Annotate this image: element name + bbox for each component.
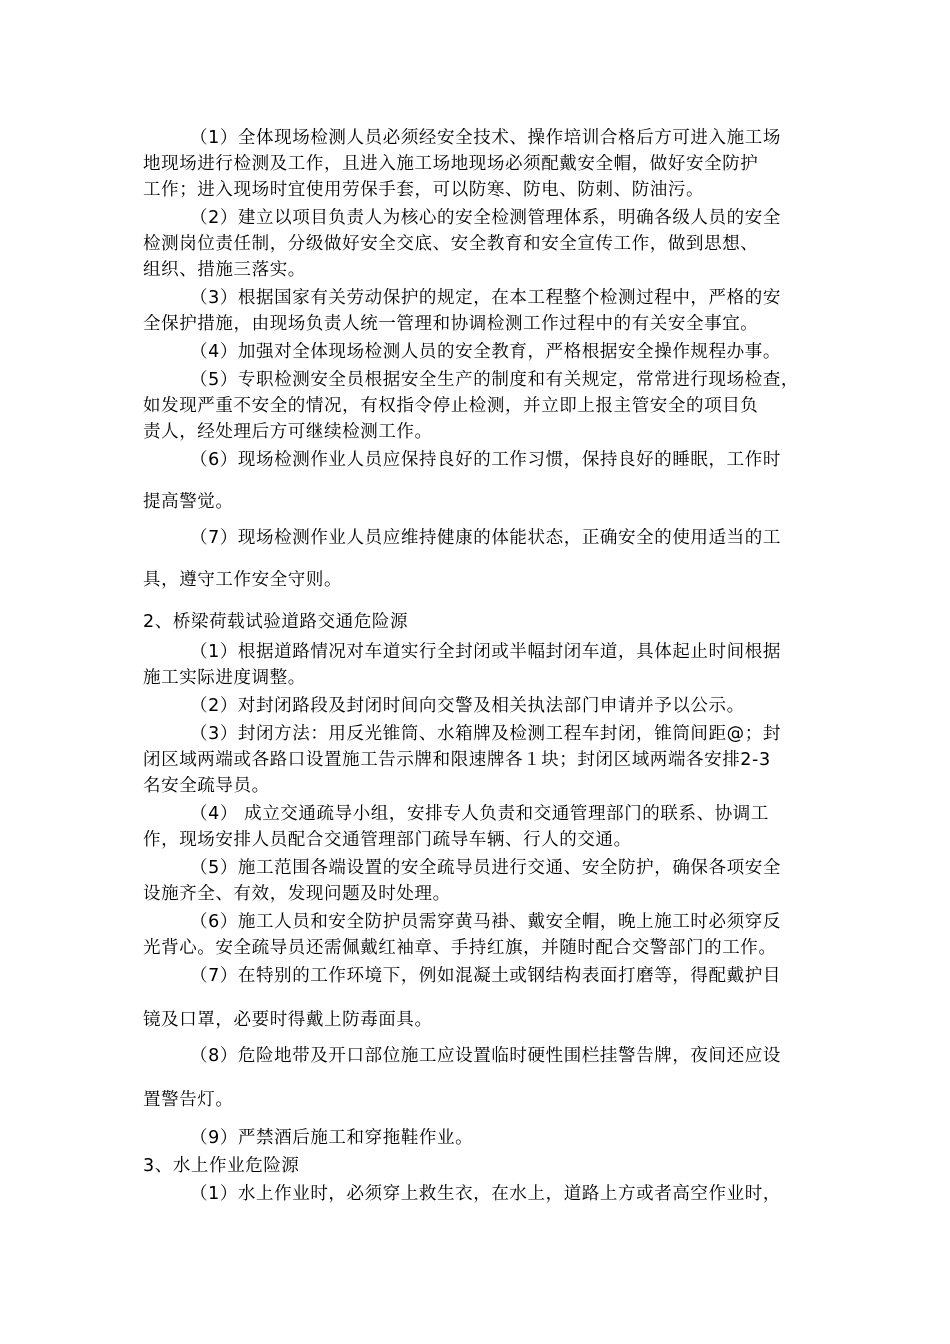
text-line: 名安全疏导员。 <box>143 776 270 796</box>
text-line: （6）现场检测作业人员应保持良好的工作习惯，保持良好的睡眠，工作时 <box>190 450 781 470</box>
text-line: （6）施工人员和安全防护员需穿黄马褂、戴安全帽，晚上施工时必须穿反 <box>190 912 781 932</box>
section-heading: 2、桥梁荷载试验道路交通危险源 <box>143 612 409 632</box>
text-line: 作，现场安排人员配合交通管理部门疏导车辆、行人的交通。 <box>143 830 632 850</box>
text-line: 镜及口罩，必要时得戴上防毒面具。 <box>143 1010 433 1030</box>
text-line: 如发现严重不安全的情况，有权指令停止检测，并立即上报主管安全的项目负 <box>143 396 759 416</box>
text-line: 提高警觉。 <box>143 492 234 512</box>
text-line: （4） 成立交通疏导小组，安排专人负责和交通管理部门的联系、协调工 <box>190 804 769 824</box>
text-line: 闭区域两端或各路口设置施工告示牌和限速牌各１块；封闭区域两端各安排2-3 <box>143 750 771 770</box>
text-line: （2）建立以项目负责人为核心的安全检测管理体系，明确各级人员的安全 <box>190 208 781 228</box>
text-line: （2）对封闭路段及封闭时间向交警及相关执法部门申请并予以公示。 <box>190 696 745 716</box>
text-line: （4）加强对全体现场检测人员的安全教育，严格根据安全操作规程办事。 <box>190 342 781 362</box>
text-line: （9）严禁酒后施工和穿拖鞋作业。 <box>190 1128 474 1148</box>
text-line: 具，遵守工作安全守则。 <box>143 570 343 590</box>
text-line: （3）根据国家有关劳动保护的规定，在本工程整个检测过程中，严格的安 <box>190 288 781 308</box>
text-line: 责人，经处理后方可继续检测工作。 <box>143 422 433 442</box>
text-line: （1）根据道路情况对车道实行全封闭或半幅封闭车道，具体起止时间根据 <box>190 642 781 662</box>
text-line: 置警告灯。 <box>143 1090 234 1110</box>
text-line: （7）现场检测作业人员应维持健康的体能状态，正确安全的使用适当的工 <box>190 528 781 548</box>
text-line: （5）施工范围各端设置的安全疏导员进行交通、安全防护，确保各项安全 <box>190 858 781 878</box>
text-line: 地现场进行检测及工作，且进入施工场地现场必须配戴安全帽，做好安全防护 <box>143 154 759 174</box>
text-line: （7）在特别的工作环境下，例如混凝土或钢结构表面打磨等，得配戴护目 <box>190 966 781 986</box>
text-line: （1）全体现场检测人员必须经安全技术、操作培训合格后方可进入施工场 <box>190 128 781 148</box>
text-line: 检测岗位责任制，分级做好安全交底、安全教育和安全宣传工作，做到思想、 <box>143 234 759 254</box>
text-line: 全保护措施，由现场负责人统一管理和协调检测工作过程中的有关安全事宜。 <box>143 314 759 334</box>
text-line: （1）水上作业时，必须穿上救生衣，在水上，道路上方或者高空作业时， <box>190 1184 781 1204</box>
text-line: 组织、措施三落实。 <box>143 260 306 280</box>
section-heading: 3、水上作业危险源 <box>143 1156 300 1176</box>
text-line: 光背心。安全疏导员还需佩戴红袖章、手持红旗，并随时配合交警部门的工作。 <box>143 938 777 958</box>
text-line: 工作；进入现场时宜使用劳保手套，可以防寒、防电、防刺、防油污。 <box>143 180 705 200</box>
text-line: （5）专职检测安全员根据安全生产的制度和有关规定，常常进行现场检查， <box>190 370 800 390</box>
text-line: （8）危险地带及开口部位施工应设置临时硬性围栏挂警告牌，夜间还应设 <box>190 1046 781 1066</box>
text-line: （3）封闭方法：用反光锥筒、水箱牌及检测工程车封闭，锥筒间距@；封 <box>190 724 781 744</box>
text-line: 施工实际进度调整。 <box>143 668 306 688</box>
text-line: 设施齐全、有效，发现问题及时处理。 <box>143 884 451 904</box>
